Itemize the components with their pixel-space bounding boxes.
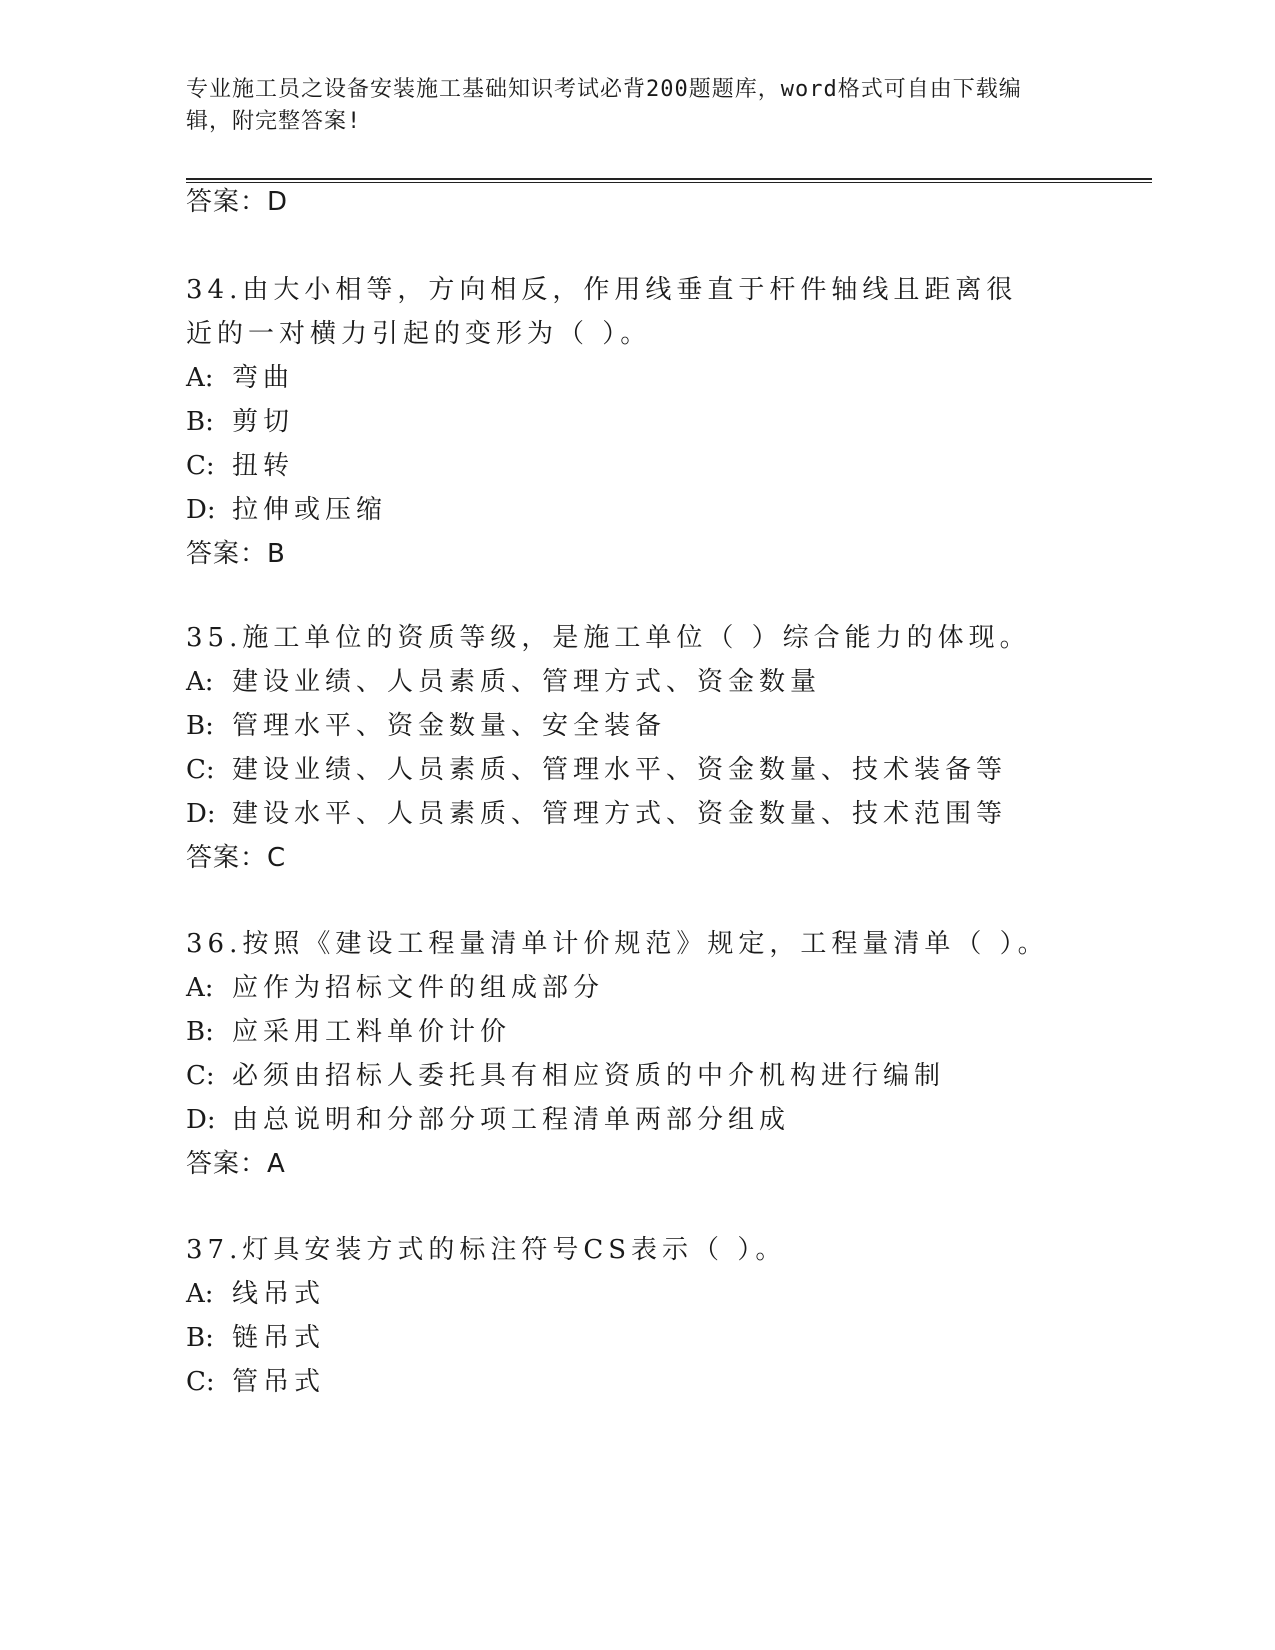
answer-text: 答案：A [186,1149,286,1179]
question-36 [186,922,1086,1186]
option-label: B: [186,1323,214,1353]
answer-text: 答案：C [186,843,287,873]
option-text: 由总说明和分部分项工程清单两部分组成 [232,1105,791,1135]
option-text: 扭转 [232,451,295,481]
answer-text: 答案：B [186,539,286,569]
option-c [186,444,1086,488]
option-text: 线吊式 [232,1279,326,1309]
document-header: 专业施工员之设备安装施工基础知识考试必背200题题库，word格式可自由下载编辑，附完整答案! [186,77,1022,134]
option-label: B: [186,711,214,741]
option-d [186,1098,1086,1142]
document-page [186,0,1152,1650]
option-a [186,1272,1086,1316]
option-text: 链吊式 [232,1323,326,1353]
option-text: 弯曲 [232,363,295,393]
option-text: 拉伸或压缩 [232,495,388,525]
option-a [186,660,1086,704]
question-text: 37.灯具安装方式的标注符号CS表示（ ）。 [186,1235,787,1265]
option-text: 建设水平、人员素质、管理方式、资金数量、技术范围等 [232,799,1008,829]
question-text: 34.由大小相等，方向相反，作用线垂直于杆件轴线且距离很近的一对横力引起的变形为（ ）。 [186,275,1018,349]
option-text: 建设业绩、人员素质、管理方式、资金数量 [232,667,822,697]
option-text: 管吊式 [232,1367,326,1397]
question-35 [186,616,1086,880]
option-label: B: [186,407,214,437]
option-text: 应作为招标文件的组成部分 [232,973,605,1003]
option-d [186,488,1086,532]
previous-answer: 答案：D [186,187,289,217]
option-label: B: [186,1017,214,1047]
option-label: A: [186,973,214,1003]
option-b [186,400,1086,444]
option-b [186,1316,1086,1360]
header-divider [186,178,1152,183]
option-label: D: [186,1105,216,1135]
option-b [186,704,1086,748]
option-label: C: [186,1367,215,1397]
option-label: C: [186,755,215,785]
option-label: C: [186,1061,215,1091]
question-34 [186,268,1086,576]
option-label: D: [186,495,216,525]
option-text: 管理水平、资金数量、安全装备 [232,711,667,741]
option-label: A: [186,667,214,697]
option-c [186,748,1086,792]
question-text: 35.施工单位的资质等级，是施工单位（ ）综合能力的体现。 [186,623,1031,653]
option-text: 应采用工料单价计价 [232,1017,512,1047]
option-d [186,792,1086,836]
option-c [186,1360,1086,1404]
option-a [186,356,1086,400]
option-text: 建设业绩、人员素质、管理水平、资金数量、技术装备等 [232,755,1008,785]
question-text: 36.按照《建设工程量清单计价规范》规定，工程量清单（ ）。 [186,929,1049,959]
option-label: A: [186,1279,214,1309]
question-37 [186,1228,1086,1404]
option-label: D: [186,799,216,829]
option-b [186,1010,1086,1054]
option-text: 剪切 [232,407,295,437]
option-a [186,966,1086,1010]
option-c [186,1054,1086,1098]
option-label: A: [186,363,214,393]
option-label: C: [186,451,215,481]
option-text: 必须由招标人委托具有相应资质的中介机构进行编制 [232,1061,946,1091]
